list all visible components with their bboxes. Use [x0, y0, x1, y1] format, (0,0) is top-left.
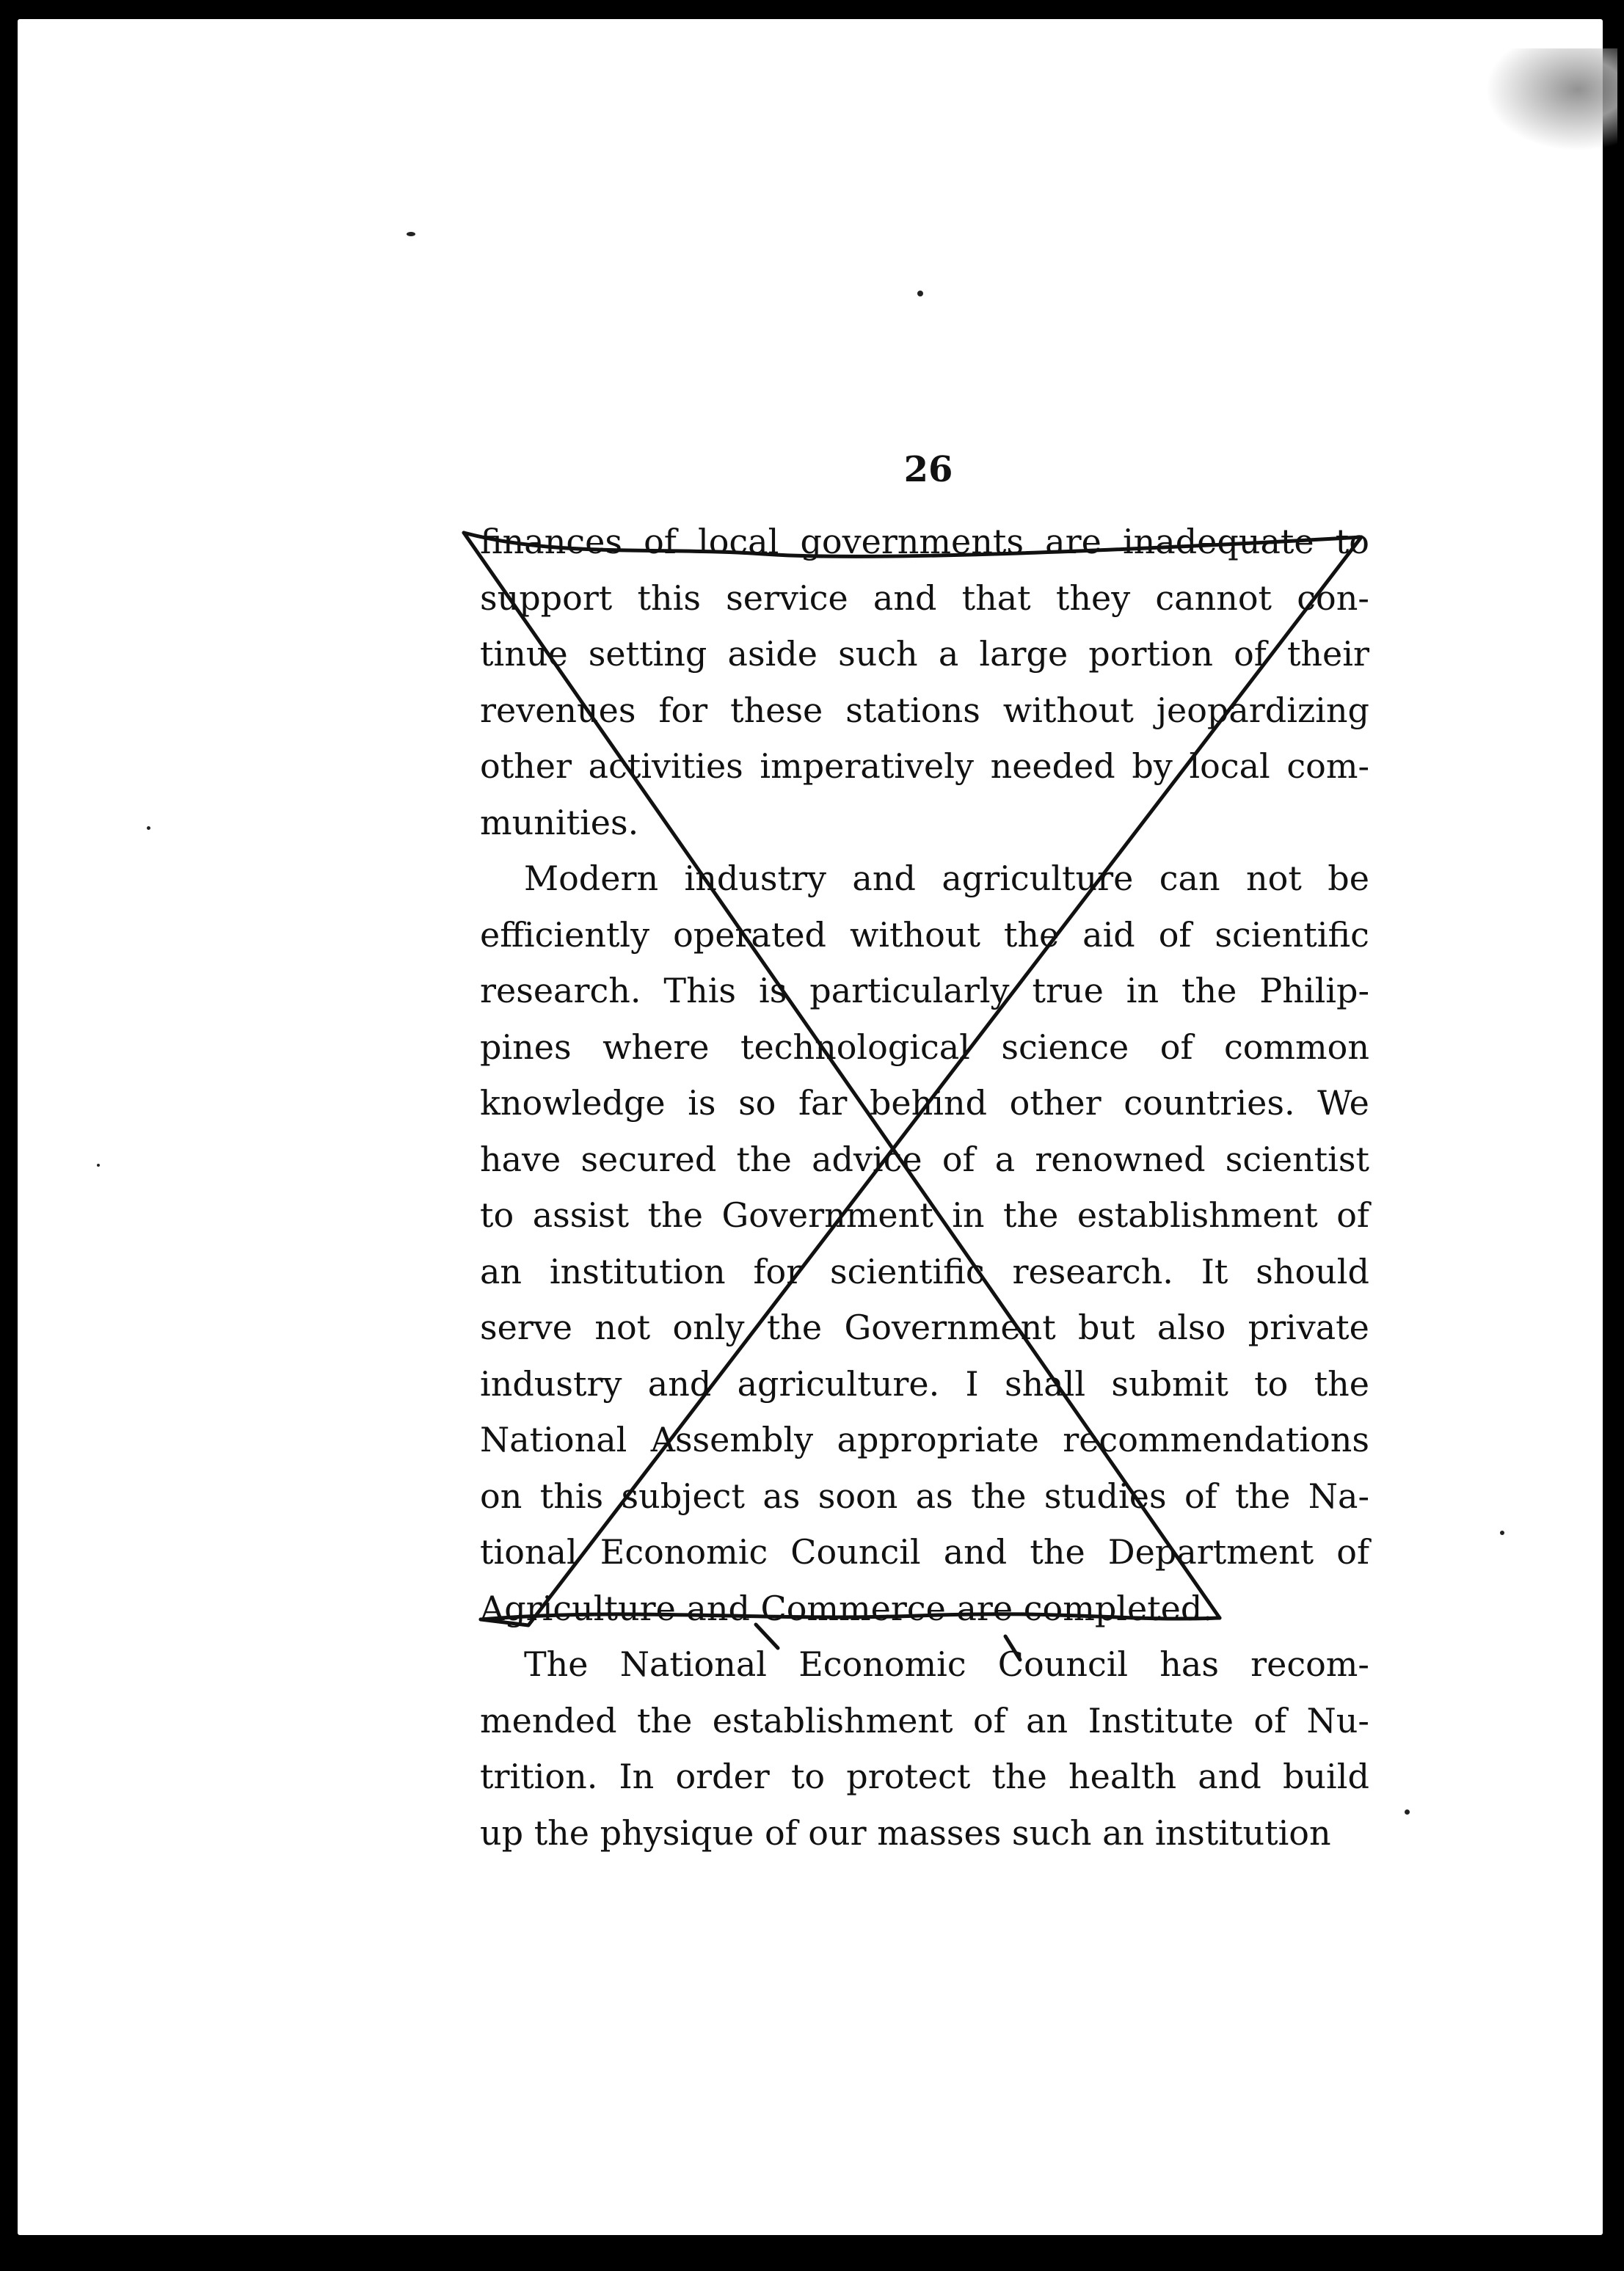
text-line: research. This is particularly true in the Philip- — [480, 971, 1369, 1010]
text-line: knowledge is so far behind other countries. We — [480, 1083, 1369, 1123]
text-line: an institution for scientific research. It should — [480, 1251, 1369, 1291]
text-line: Modern industry and agriculture can not be — [524, 859, 1369, 898]
text-line: munities. — [480, 802, 639, 842]
body-text — [480, 514, 1369, 1861]
text-line: mended the establishment of an Institute of Nu- — [480, 1700, 1369, 1740]
text-line: trition. In order to protect the health and build — [480, 1757, 1369, 1796]
text-line: to assist the Government in the establishment of — [480, 1195, 1369, 1235]
text-line: serve not only the Government but also private — [480, 1308, 1369, 1347]
text-line: pines where technological science of common — [480, 1027, 1369, 1067]
corner-smudge — [1485, 48, 1617, 151]
text-line: finances of local governments are inadequate to — [480, 522, 1369, 561]
text-line: up the physique of our masses such an institution — [480, 1812, 1331, 1853]
text-line: National Assembly appropriate recommendations — [480, 1420, 1369, 1459]
text-line: tinue setting aside such a large portion of their — [480, 634, 1369, 674]
text-line: support this service and that they cannot con- — [480, 577, 1369, 618]
text-line: efficiently operated without the aid of scientific — [480, 914, 1369, 955]
text-line: on this subject as soon as the studies of the Na- — [480, 1476, 1369, 1516]
text-line: The National Economic Council has recom- — [524, 1644, 1369, 1684]
text-line: Agriculture and Commerce are completed. — [480, 1588, 1213, 1628]
text-line: have secured the advice of a renowned scientist — [480, 1139, 1369, 1179]
text-line: other activities imperatively needed by local com- — [480, 746, 1369, 786]
text-line: revenues for these stations without jeopardizing — [480, 690, 1369, 730]
text-line: industry and agriculture. I shall submit to the — [480, 1363, 1369, 1404]
page-number: 26 — [903, 449, 953, 490]
text-line: tional Economic Council and the Department of — [480, 1532, 1369, 1572]
